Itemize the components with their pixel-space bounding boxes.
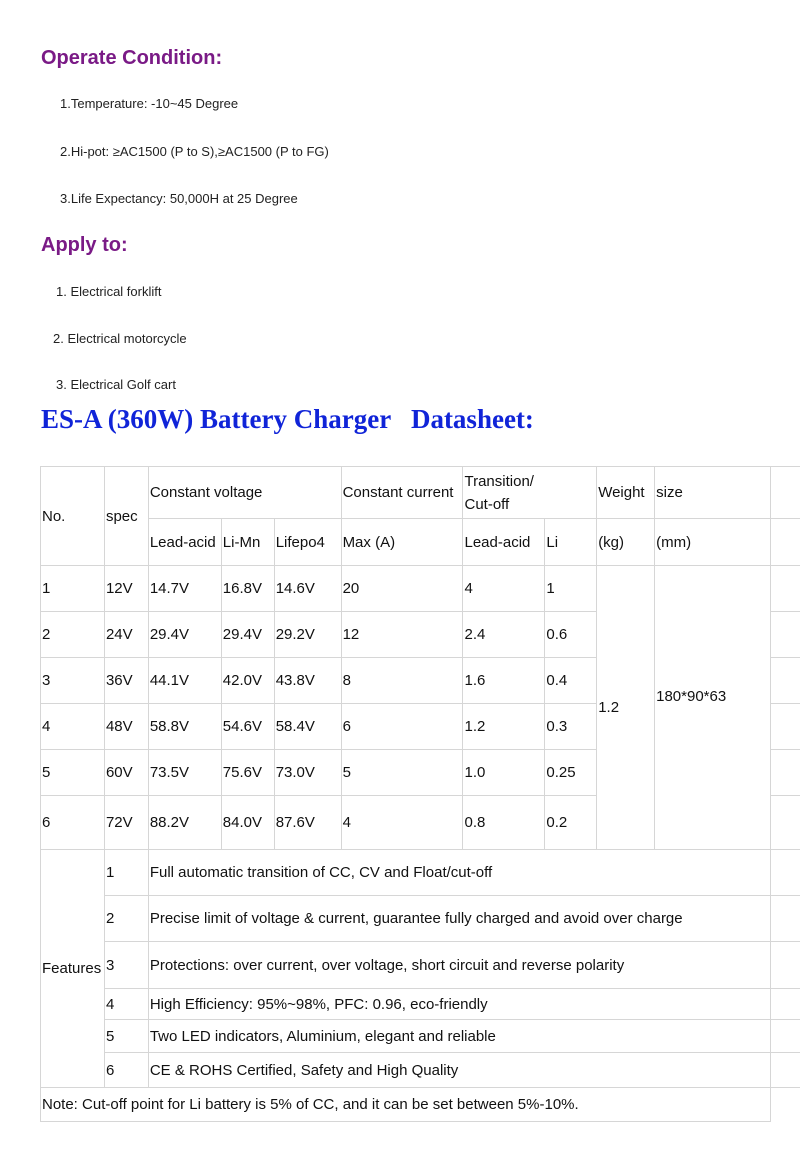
header-constant-current: Constant current — [341, 467, 463, 519]
row-no: 3 — [41, 658, 105, 704]
row-cv-lifepo4: 29.2V — [274, 612, 341, 658]
feature-row — [41, 1053, 800, 1088]
note-row — [41, 1088, 800, 1122]
row-cv-lifepo4: 73.0V — [274, 750, 341, 796]
feature-stub — [770, 896, 800, 942]
row-no: 6 — [41, 796, 105, 850]
feature-text: Two LED indicators, Aluminium, elegant and reliable — [148, 1020, 770, 1053]
row-trans-li: 0.2 — [545, 796, 597, 850]
row-no: 1 — [41, 566, 105, 612]
row-no: 2 — [41, 612, 105, 658]
row-trans-lead-acid: 1.6 — [463, 658, 545, 704]
table-header-row-2 — [41, 519, 800, 566]
feature-text: CE & ROHS Certified, Safety and High Quality — [148, 1053, 770, 1088]
header-stub — [770, 467, 800, 519]
header-size-unit: (mm) — [655, 519, 771, 566]
row-cv-li-mn: 54.6V — [221, 704, 274, 750]
weight-value: 1.2 — [597, 566, 655, 850]
row-stub — [770, 750, 800, 796]
apply-item-golf-cart: 3. Electrical Golf cart — [56, 377, 176, 392]
feature-row — [41, 896, 800, 942]
row-cv-li-mn: 84.0V — [221, 796, 274, 850]
apply-to-heading: Apply to: — [41, 234, 128, 256]
note-stub — [770, 1088, 800, 1122]
table-row — [41, 566, 800, 612]
row-cv-lead-acid: 29.4V — [148, 612, 221, 658]
header-stub-2 — [770, 519, 800, 566]
header-trans-li: Li — [545, 519, 597, 566]
feature-row — [41, 942, 800, 989]
feature-row — [41, 850, 800, 896]
row-stub — [770, 566, 800, 612]
row-cv-lifepo4: 58.4V — [274, 704, 341, 750]
operate-item-life: 3.Life Expectancy: 50,000H at 25 Degree — [60, 191, 298, 206]
row-cv-lead-acid: 58.8V — [148, 704, 221, 750]
header-cv-lifepo4: Lifepo4 — [274, 519, 341, 566]
header-spec: spec — [104, 467, 148, 566]
row-trans-li: 1 — [545, 566, 597, 612]
header-weight-unit: (kg) — [597, 519, 655, 566]
datasheet-title: ES-A (360W) Battery Charger Datasheet: — [41, 404, 534, 434]
row-trans-lead-acid: 1.0 — [463, 750, 545, 796]
feature-text: High Efficiency: 95%~98%, PFC: 0.96, eco-friendly — [148, 989, 770, 1020]
feature-no: 3 — [104, 942, 148, 989]
feature-no: 2 — [104, 896, 148, 942]
header-cv-li-mn: Li-Mn — [221, 519, 274, 566]
row-cc-max: 8 — [341, 658, 463, 704]
header-no: No. — [41, 467, 105, 566]
row-cv-lead-acid: 44.1V — [148, 658, 221, 704]
operate-condition-heading: Operate Condition: — [41, 47, 223, 69]
row-stub — [770, 612, 800, 658]
row-stub — [770, 658, 800, 704]
row-no: 5 — [41, 750, 105, 796]
operate-item-hipot: 2.Hi-pot: ≥AC1500 (P to S),≥AC1500 (P to FG) — [60, 144, 329, 159]
row-trans-li: 0.25 — [545, 750, 597, 796]
row-trans-lead-acid: 0.8 — [463, 796, 545, 850]
row-stub — [770, 796, 800, 850]
header-cc-max: Max (A) — [341, 519, 463, 566]
row-spec: 72V — [104, 796, 148, 850]
row-cv-lead-acid: 88.2V — [148, 796, 221, 850]
row-cv-li-mn: 42.0V — [221, 658, 274, 704]
size-value: 180*90*63 — [655, 566, 771, 850]
row-spec: 24V — [104, 612, 148, 658]
row-cv-li-mn: 29.4V — [221, 612, 274, 658]
feature-stub — [770, 850, 800, 896]
row-trans-lead-acid: 1.2 — [463, 704, 545, 750]
header-constant-voltage: Constant voltage — [148, 467, 341, 519]
feature-text: Protections: over current, over voltage, short circuit and reverse polarity — [148, 942, 770, 989]
feature-row — [41, 989, 800, 1020]
row-cc-max: 20 — [341, 566, 463, 612]
feature-no: 4 — [104, 989, 148, 1020]
header-cv-lead-acid: Lead-acid — [148, 519, 221, 566]
feature-stub — [770, 1020, 800, 1053]
row-spec: 12V — [104, 566, 148, 612]
feature-text: Precise limit of voltage & current, guarantee fully charged and avoid over charge — [148, 896, 770, 942]
row-trans-li: 0.3 — [545, 704, 597, 750]
operate-item-temperature: 1.Temperature: -10~45 Degree — [60, 96, 239, 111]
apply-item-forklift: 1. Electrical forklift — [56, 284, 162, 299]
row-cv-lead-acid: 73.5V — [148, 750, 221, 796]
feature-stub — [770, 989, 800, 1020]
row-cc-max: 4 — [341, 796, 463, 850]
row-trans-lead-acid: 2.4 — [463, 612, 545, 658]
apply-item-motorcycle: 2. Electrical motorcycle — [53, 331, 187, 346]
features-label: Features — [41, 850, 105, 1088]
row-trans-lead-acid: 4 — [463, 566, 545, 612]
row-spec: 36V — [104, 658, 148, 704]
header-transition-cutoff: Transition/ Cut-off — [463, 467, 597, 519]
row-cv-lifepo4: 87.6V — [274, 796, 341, 850]
row-cv-li-mn: 75.6V — [221, 750, 274, 796]
row-cv-lifepo4: 14.6V — [274, 566, 341, 612]
row-trans-li: 0.4 — [545, 658, 597, 704]
row-cc-max: 5 — [341, 750, 463, 796]
feature-stub — [770, 942, 800, 989]
feature-text: Full automatic transition of CC, CV and Float/cut-off — [148, 850, 770, 896]
feature-no: 5 — [104, 1020, 148, 1053]
header-weight: Weight — [597, 467, 655, 519]
note-text: Note: Cut-off point for Li battery is 5% of CC, and it can be set between 5%-10%. — [41, 1088, 771, 1122]
row-cv-lead-acid: 14.7V — [148, 566, 221, 612]
feature-stub — [770, 1053, 800, 1088]
row-spec: 60V — [104, 750, 148, 796]
feature-no: 6 — [104, 1053, 148, 1088]
row-cv-li-mn: 16.8V — [221, 566, 274, 612]
row-trans-li: 0.6 — [545, 612, 597, 658]
row-spec: 48V — [104, 704, 148, 750]
header-trans-lead-acid: Lead-acid — [463, 519, 545, 566]
row-cc-max: 6 — [341, 704, 463, 750]
feature-no: 1 — [104, 850, 148, 896]
feature-row — [41, 1020, 800, 1053]
table-header-row-1 — [41, 467, 800, 519]
row-cc-max: 12 — [341, 612, 463, 658]
row-no: 4 — [41, 704, 105, 750]
header-size: size — [655, 467, 771, 519]
row-cv-lifepo4: 43.8V — [274, 658, 341, 704]
datasheet-table — [40, 466, 800, 1122]
row-stub — [770, 704, 800, 750]
